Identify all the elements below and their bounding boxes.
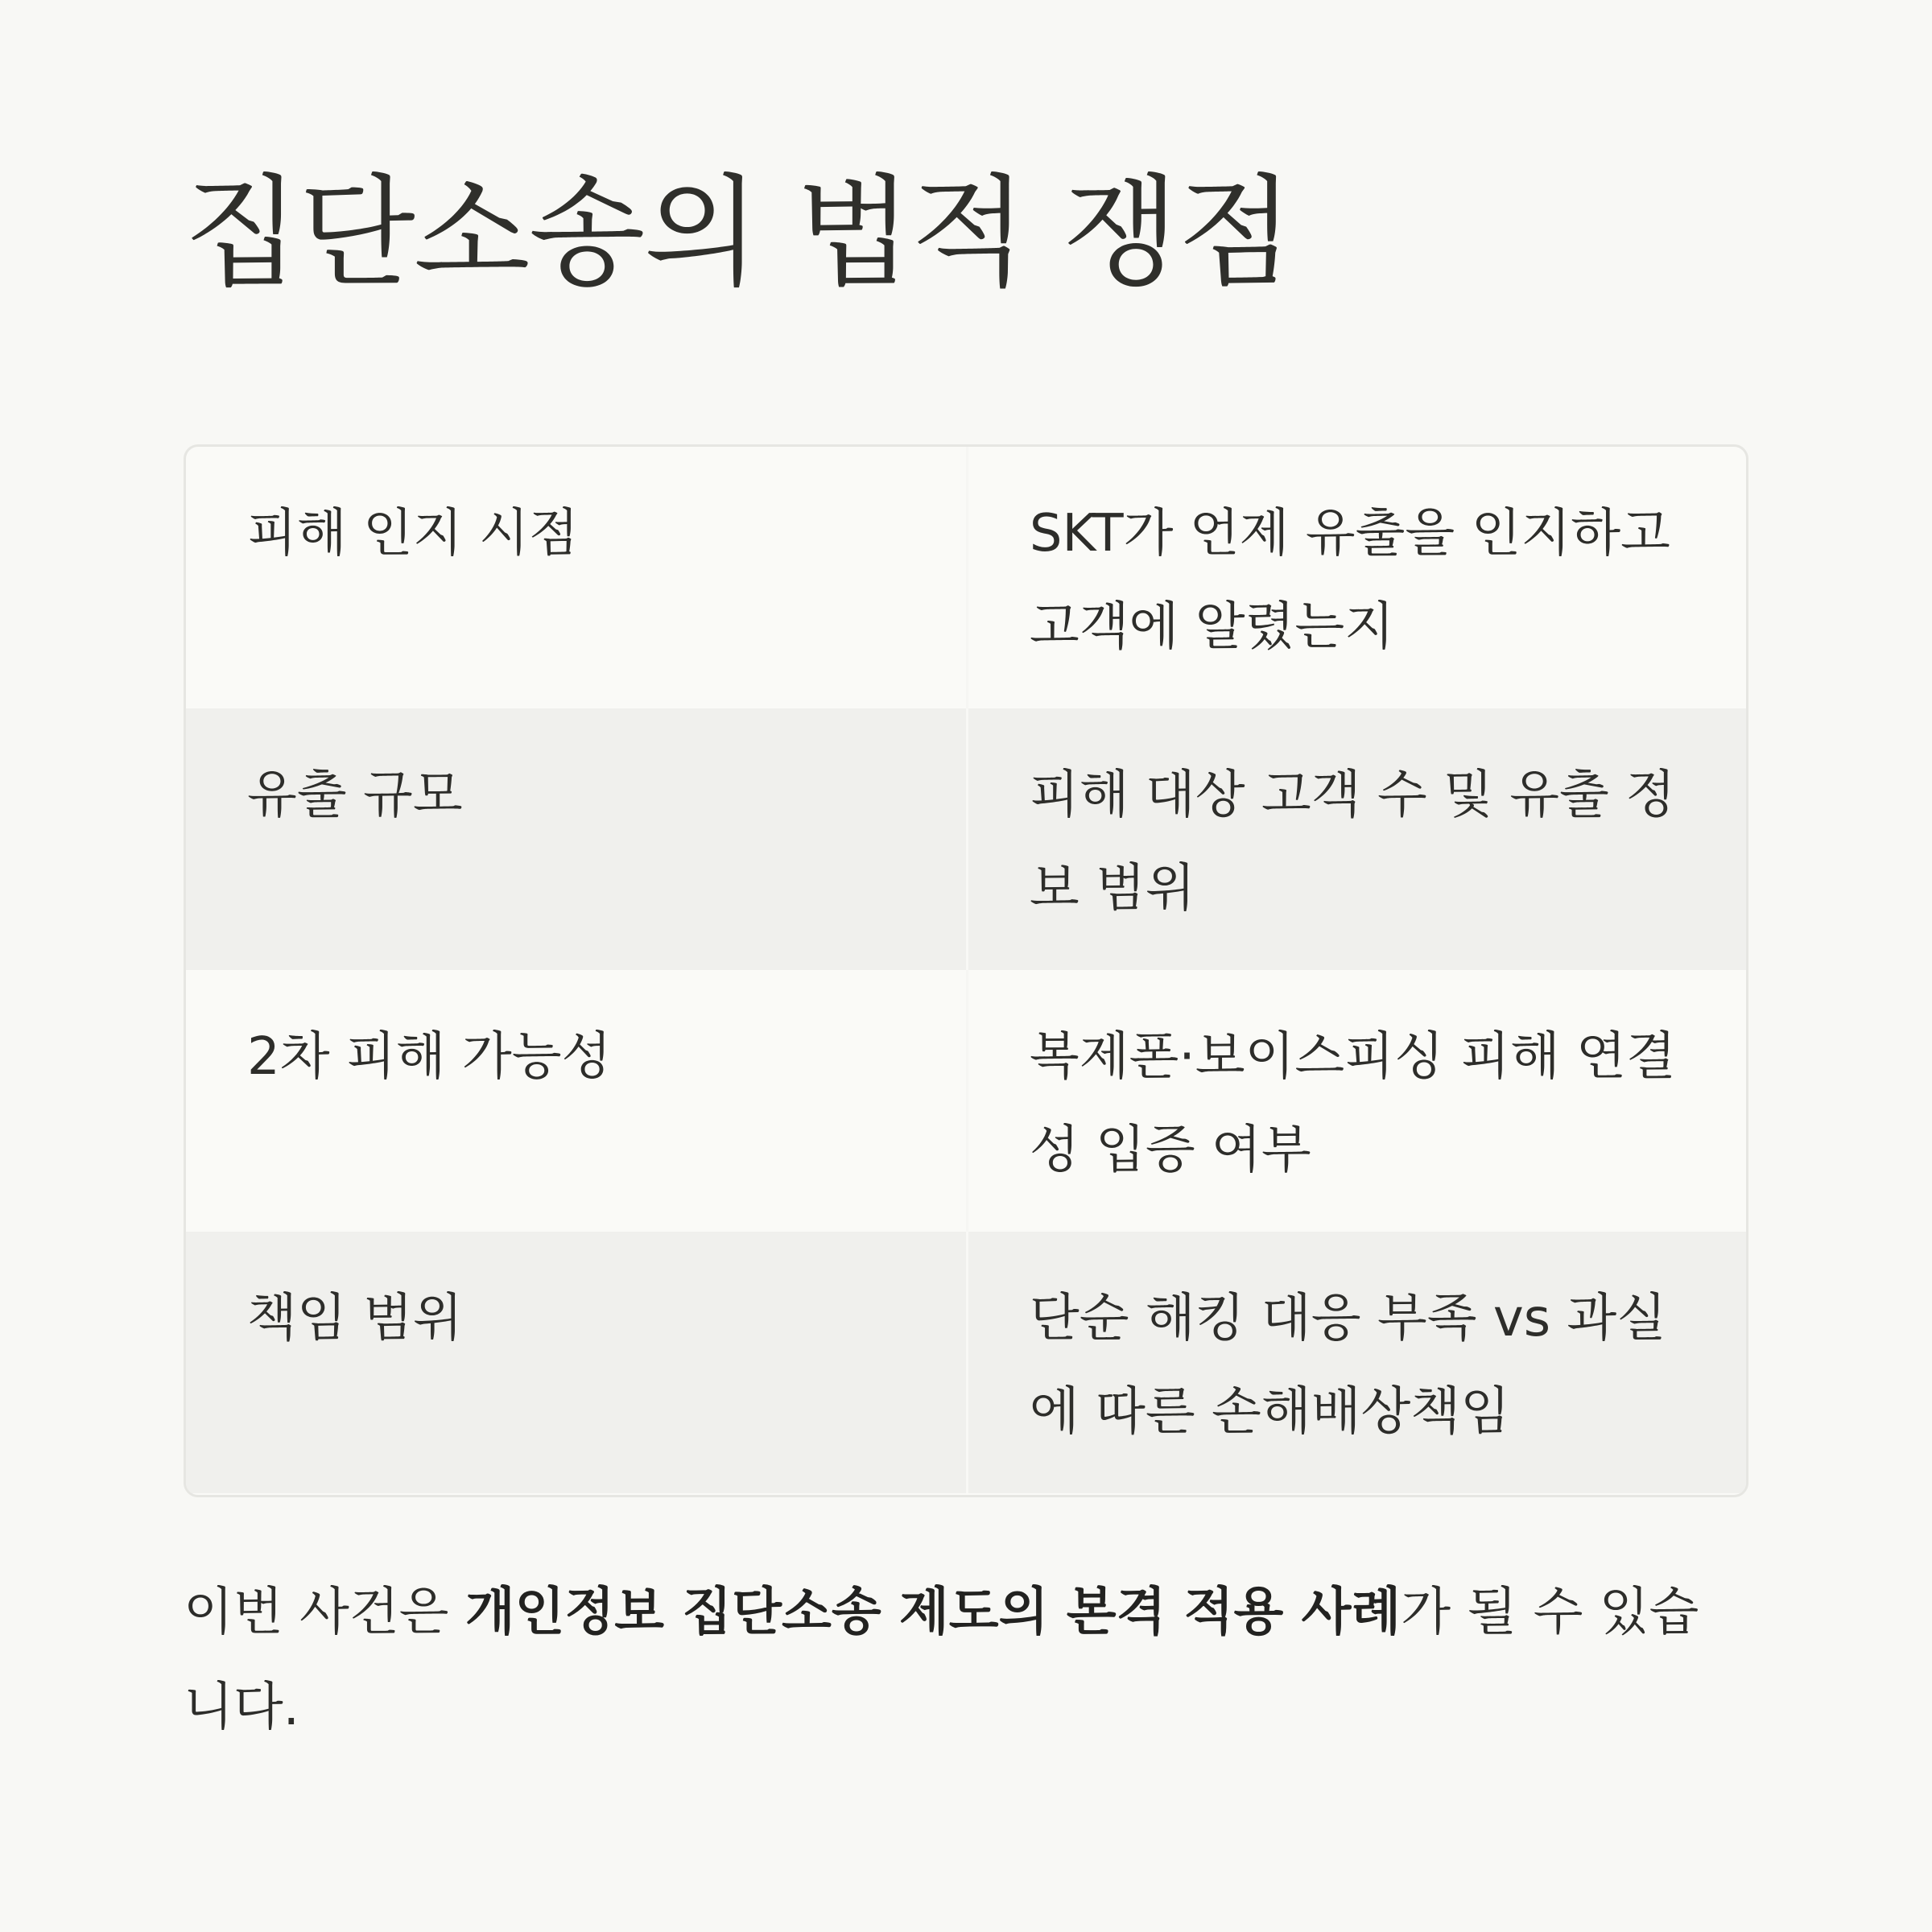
summary-emphasis: 개인정보 집단소송 제도의 본격 적용 사례 [464,1583,1402,1642]
legal-issues-table [184,444,1748,1497]
page-title: 집단소송의 법적 쟁점 [184,163,1293,303]
summary-suffix: 가 될 수 있습니다. [184,1583,1699,1737]
issue-label: 2차 피해 가능성 [247,1027,612,1087]
issue-label: 책임 범위 [247,1289,463,1348]
summary-prefix: 이번 사건은 [184,1583,465,1642]
issue-description: SKT가 언제 유출을 인지하고 고객에 알렸는지 [966,447,1746,708]
table-row [186,447,1746,708]
summary-text [184,1565,1748,1755]
issue-label: 피해 인지 시점 [247,504,579,564]
table-row [186,970,1746,1232]
issue-label: 유출 규모 [247,766,463,825]
issue-description: 단순 해킹 대응 부족 vs 과실에 따른 손해배상책임 [966,1232,1746,1493]
issue-description: 피해 대상 고객 수 및 유출 정보 범위 [966,708,1746,970]
issue-description: 복제폰·보이스피싱 피해 연결성 입증 여부 [966,970,1746,1232]
table-row [186,1232,1746,1493]
table-row [186,708,1746,970]
